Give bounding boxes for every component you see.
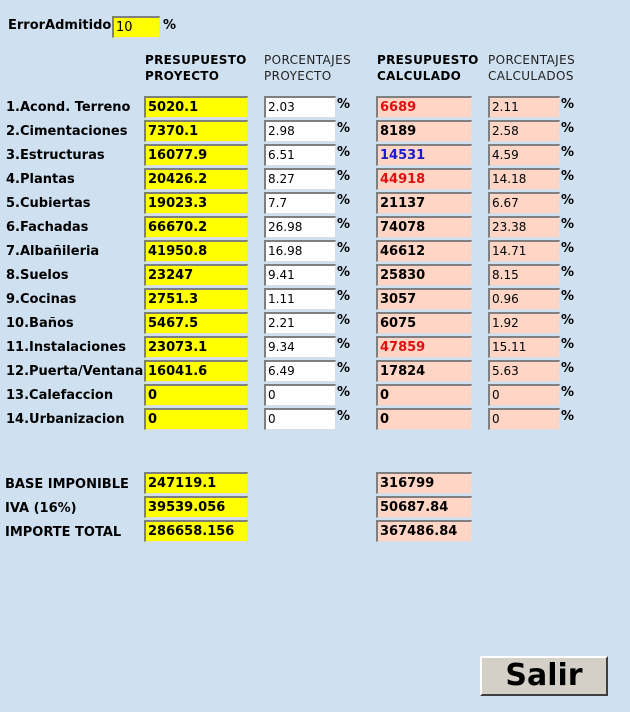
pct-symbol: % xyxy=(337,121,351,136)
pct-symbol: % xyxy=(561,97,575,112)
row-label: 8.Suelos xyxy=(6,268,69,283)
presupuesto-calculado-field[interactable]: 21137 xyxy=(376,192,472,214)
row-label: 1.Acond. Terreno xyxy=(6,100,131,115)
presupuesto-proyecto-input[interactable]: 0 xyxy=(144,408,248,430)
presupuesto-proyecto-input[interactable]: 23247 xyxy=(144,264,248,286)
pct-symbol: % xyxy=(561,145,575,160)
porcentaje-proyecto-field[interactable]: 26.98 xyxy=(264,216,336,238)
presupuesto-calculado-field[interactable]: 0 xyxy=(376,408,472,430)
presupuesto-proyecto-input[interactable]: 23073.1 xyxy=(144,336,248,358)
pct-symbol: % xyxy=(561,385,575,400)
error-pct-symbol: % xyxy=(163,18,177,33)
porcentaje-calculado-field[interactable]: 15.11 xyxy=(488,336,560,358)
error-admitido-label: ErrorAdmitido xyxy=(8,18,112,33)
presupuesto-calculado-field[interactable]: 74078 xyxy=(376,216,472,238)
porcentaje-calculado-field[interactable]: 1.92 xyxy=(488,312,560,334)
presupuesto-calculado-field[interactable]: 25830 xyxy=(376,264,472,286)
pct-symbol: % xyxy=(337,145,351,160)
presupuesto-proyecto-input[interactable]: 16077.9 xyxy=(144,144,248,166)
porcentaje-calculado-field[interactable]: 0 xyxy=(488,408,560,430)
pct-symbol: % xyxy=(337,97,351,112)
pct-symbol: % xyxy=(561,241,575,256)
row-label: 9.Cocinas xyxy=(6,292,77,307)
pct-symbol: % xyxy=(561,361,575,376)
header-porcentajes-proyecto: PORCENTAJES PROYECTO xyxy=(264,53,352,83)
porcentaje-calculado-field[interactable]: 2.11 xyxy=(488,96,560,118)
presupuesto-calculado-field[interactable]: 6075 xyxy=(376,312,472,334)
pct-symbol: % xyxy=(561,337,575,352)
presupuesto-proyecto-input[interactable]: 19023.3 xyxy=(144,192,248,214)
row-label: 5.Cubiertas xyxy=(6,196,91,211)
pct-symbol: % xyxy=(561,193,575,208)
total-label: BASE IMPONIBLE xyxy=(5,477,129,492)
porcentaje-proyecto-field[interactable]: 16.98 xyxy=(264,240,336,262)
presupuesto-proyecto-input[interactable]: 2751.3 xyxy=(144,288,248,310)
total-proyecto-field[interactable]: 39539.056 xyxy=(144,496,248,518)
row-label: 7.Albañileria xyxy=(6,244,100,259)
presupuesto-calculado-field[interactable]: 14531 xyxy=(376,144,472,166)
row-label: 10.Baños xyxy=(6,316,74,331)
row-label: 12.Puerta/Ventana xyxy=(6,364,144,379)
pct-symbol: % xyxy=(337,289,351,304)
porcentaje-proyecto-field[interactable]: 9.41 xyxy=(264,264,336,286)
pct-symbol: % xyxy=(561,217,575,232)
pct-symbol: % xyxy=(337,217,351,232)
porcentaje-proyecto-field[interactable]: 2.03 xyxy=(264,96,336,118)
row-label: 14.Urbanizacion xyxy=(6,412,125,427)
presupuesto-calculado-field[interactable]: 0 xyxy=(376,384,472,406)
total-label: IVA (16%) xyxy=(5,501,77,516)
pct-symbol: % xyxy=(337,313,351,328)
porcentaje-proyecto-field[interactable]: 2.21 xyxy=(264,312,336,334)
presupuesto-proyecto-input[interactable]: 7370.1 xyxy=(144,120,248,142)
porcentaje-proyecto-field[interactable]: 0 xyxy=(264,384,336,406)
porcentaje-proyecto-field[interactable]: 8.27 xyxy=(264,168,336,190)
pct-symbol: % xyxy=(337,409,351,424)
porcentaje-calculado-field[interactable]: 14.71 xyxy=(488,240,560,262)
presupuesto-proyecto-input[interactable]: 20426.2 xyxy=(144,168,248,190)
presupuesto-calculado-field[interactable]: 47859 xyxy=(376,336,472,358)
row-label: 4.Plantas xyxy=(6,172,75,187)
error-admitido-input[interactable]: 10 xyxy=(112,16,160,38)
presupuesto-calculado-field[interactable]: 8189 xyxy=(376,120,472,142)
presupuesto-calculado-field[interactable]: 17824 xyxy=(376,360,472,382)
pct-symbol: % xyxy=(337,241,351,256)
total-proyecto-field[interactable]: 286658.156 xyxy=(144,520,248,542)
pct-symbol: % xyxy=(337,337,351,352)
porcentaje-proyecto-field[interactable]: 0 xyxy=(264,408,336,430)
header-presupuesto-calculado: PRESUPUESTO CALCULADO xyxy=(377,53,479,83)
total-calculado-field[interactable]: 316799 xyxy=(376,472,472,494)
porcentaje-proyecto-field[interactable]: 9.34 xyxy=(264,336,336,358)
porcentaje-calculado-field[interactable]: 2.58 xyxy=(488,120,560,142)
porcentaje-proyecto-field[interactable]: 2.98 xyxy=(264,120,336,142)
pct-symbol: % xyxy=(337,385,351,400)
porcentaje-calculado-field[interactable]: 0 xyxy=(488,384,560,406)
presupuesto-calculado-field[interactable]: 44918 xyxy=(376,168,472,190)
total-label: IMPORTE TOTAL xyxy=(5,525,122,540)
pct-symbol: % xyxy=(561,409,575,424)
presupuesto-proyecto-input[interactable]: 0 xyxy=(144,384,248,406)
presupuesto-calculado-field[interactable]: 46612 xyxy=(376,240,472,262)
pct-symbol: % xyxy=(337,169,351,184)
total-calculado-field[interactable]: 367486.84 xyxy=(376,520,472,542)
pct-symbol: % xyxy=(561,169,575,184)
row-label: 11.Instalaciones xyxy=(6,340,126,355)
pct-symbol: % xyxy=(337,265,351,280)
presupuesto-proyecto-input[interactable]: 16041.6 xyxy=(144,360,248,382)
porcentaje-proyecto-field[interactable]: 6.51 xyxy=(264,144,336,166)
pct-symbol: % xyxy=(337,361,351,376)
row-label: 2.Cimentaciones xyxy=(6,124,128,139)
presupuesto-calculado-field[interactable]: 3057 xyxy=(376,288,472,310)
porcentaje-calculado-field[interactable]: 6.67 xyxy=(488,192,560,214)
total-calculado-field[interactable]: 50687.84 xyxy=(376,496,472,518)
porcentaje-calculado-field[interactable]: 23.38 xyxy=(488,216,560,238)
pct-symbol: % xyxy=(561,313,575,328)
row-label: 3.Estructuras xyxy=(6,148,105,163)
total-proyecto-field[interactable]: 247119.1 xyxy=(144,472,248,494)
pct-symbol: % xyxy=(337,193,351,208)
header-porcentajes-calculados: PORCENTAJES CALCULADOS xyxy=(488,53,576,83)
porcentaje-calculado-field[interactable]: 0.96 xyxy=(488,288,560,310)
porcentaje-calculado-field[interactable]: 5.63 xyxy=(488,360,560,382)
row-label: 13.Calefaccion xyxy=(6,388,114,403)
porcentaje-calculado-field[interactable]: 14.18 xyxy=(488,168,560,190)
pct-symbol: % xyxy=(561,289,575,304)
presupuesto-proyecto-input[interactable]: 66670.2 xyxy=(144,216,248,238)
porcentaje-proyecto-field[interactable]: 7.7 xyxy=(264,192,336,214)
presupuesto-calculado-field[interactable]: 6689 xyxy=(376,96,472,118)
salir-button[interactable]: Salir xyxy=(480,656,608,696)
pct-symbol: % xyxy=(561,121,575,136)
porcentaje-calculado-field[interactable]: 4.59 xyxy=(488,144,560,166)
presupuesto-proyecto-input[interactable]: 5020.1 xyxy=(144,96,248,118)
row-label: 6.Fachadas xyxy=(6,220,89,235)
porcentaje-proyecto-field[interactable]: 6.49 xyxy=(264,360,336,382)
porcentaje-calculado-field[interactable]: 8.15 xyxy=(488,264,560,286)
presupuesto-proyecto-input[interactable]: 5467.5 xyxy=(144,312,248,334)
porcentaje-proyecto-field[interactable]: 1.11 xyxy=(264,288,336,310)
pct-symbol: % xyxy=(561,265,575,280)
presupuesto-proyecto-input[interactable]: 41950.8 xyxy=(144,240,248,262)
header-presupuesto-proyecto: PRESUPUESTO PROYECTO xyxy=(145,53,247,83)
